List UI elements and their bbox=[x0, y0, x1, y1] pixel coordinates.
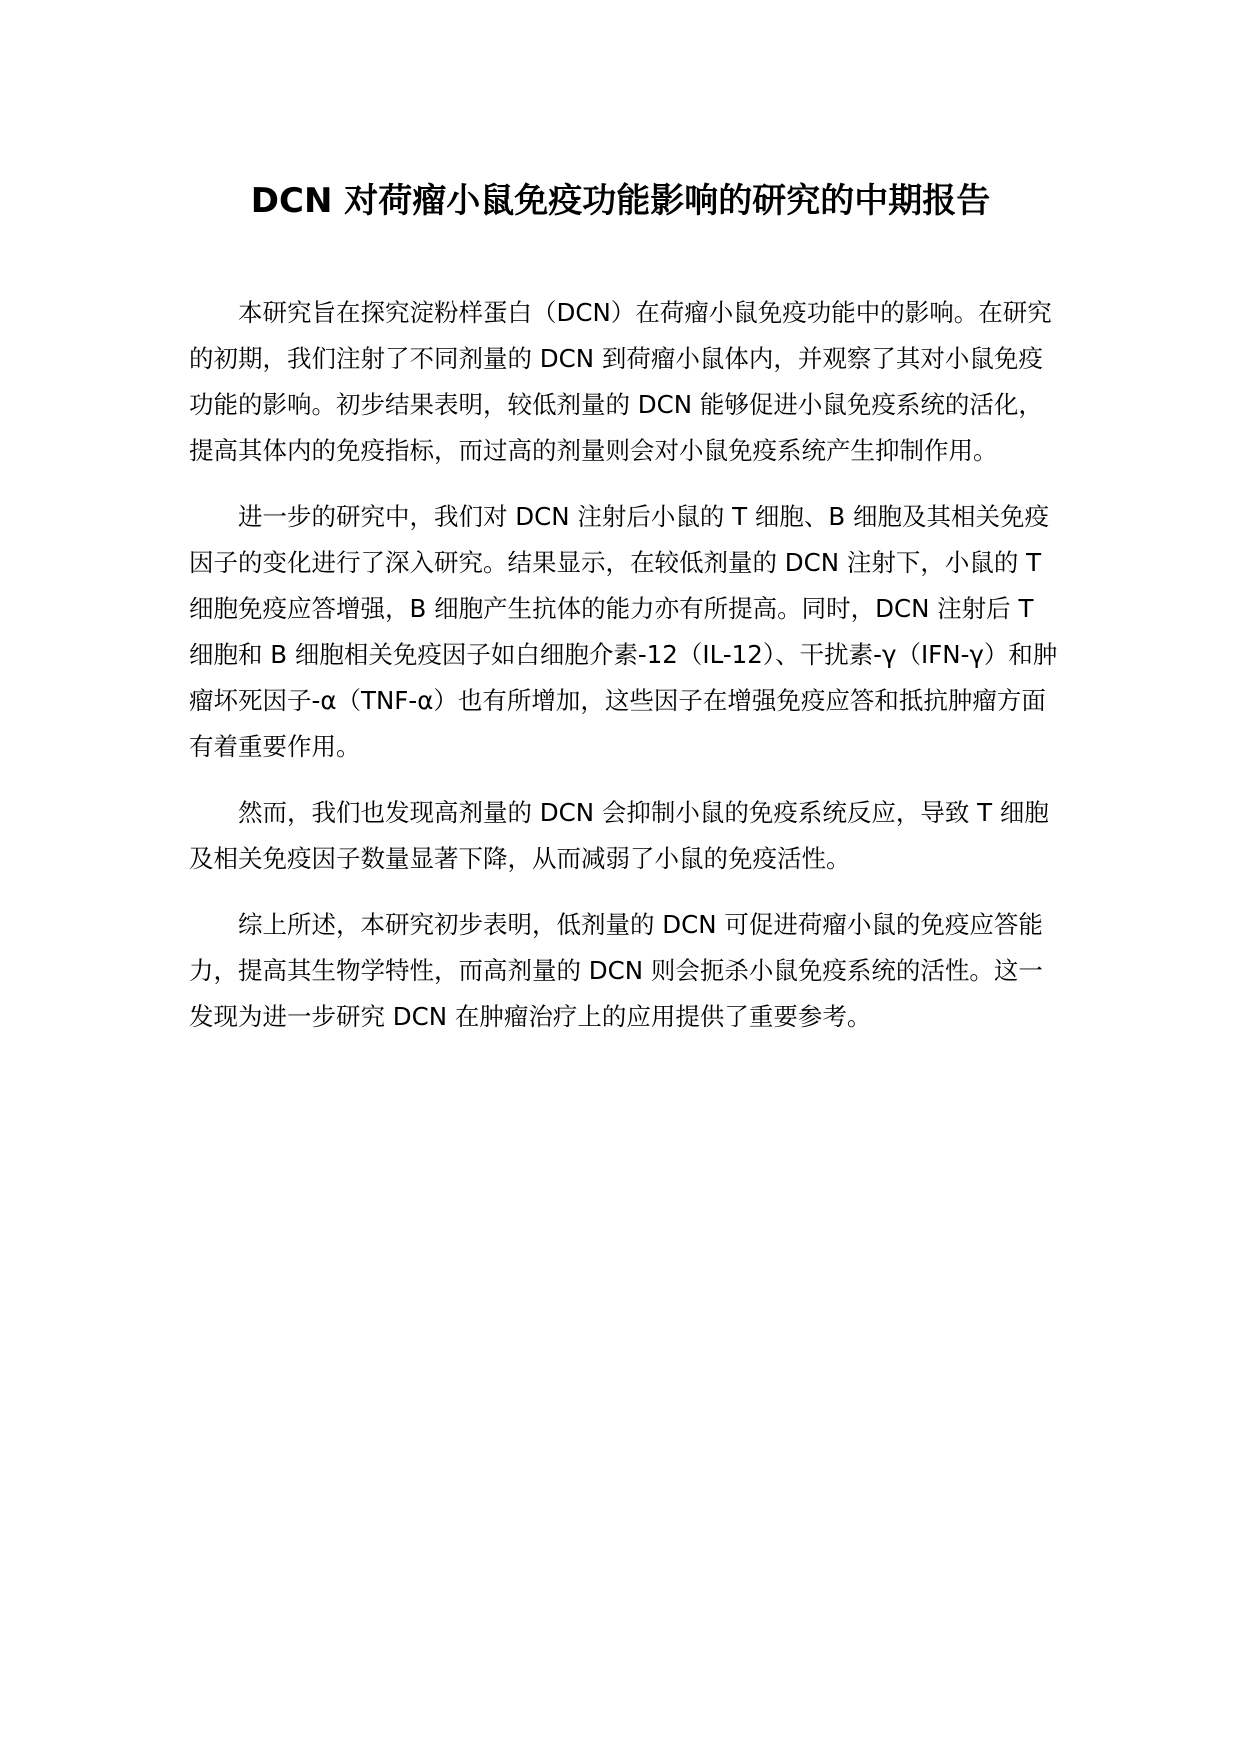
paragraph-conclusion: 综上所述，本研究初步表明，低剂量的 DCN 可促进荷瘤小鼠的免疫应答能力，提高其生物学特性，而高剂量的 DCN 则会扼杀小鼠免疫系统的活性。这一发现为进一步研究 DCN 在肿瘤治疗上的应用提供了重要参考。 bbox=[189, 910, 1043, 1031]
document-body bbox=[189, 290, 1059, 1060]
paragraph-high-dose: 然而，我们也发现高剂量的 DCN 会抑制小鼠的免疫系统反应，导致 T 细胞及相关免疫因子数量显著下降，从而减弱了小鼠的免疫活性。 bbox=[189, 798, 1049, 873]
paragraph-intro: 本研究旨在探究淀粉样蛋白（DCN）在荷瘤小鼠免疫功能中的影响。在研究的初期，我们注射了不同剂量的 DCN 到荷瘤小鼠体内，并观察了其对小鼠免疫功能的影响。初步结果表明，较低剂量的 DCN 能够促进小鼠免疫系统的活化，提高其体内的免疫指标，而过高的剂量则会对小鼠免疫系统产生抑制作用。 bbox=[189, 298, 1052, 465]
paragraph-further-research: 进一步的研究中，我们对 DCN 注射后小鼠的 T 细胞、B 细胞及其相关免疫因子的变化进行了深入研究。结果显示，在较低剂量的 DCN 注射下，小鼠的 T 细胞免疫应答增强，B 细胞产生抗体的能力亦有所提高。同时，DCN 注射后 T 细胞和 B 细胞相关免疫因子如白细胞介素-12（IL-12）、干扰素-γ（IFN-γ）和肿瘤坏死因子-α（TNF-α）也有所增加，这些因子在增强免疫应答和抵抗肿瘤方面有着重要作用。 bbox=[189, 502, 1058, 761]
document-title: DCN 对荷瘤小鼠免疫功能影响的研究的中期报告 bbox=[250, 181, 991, 221]
